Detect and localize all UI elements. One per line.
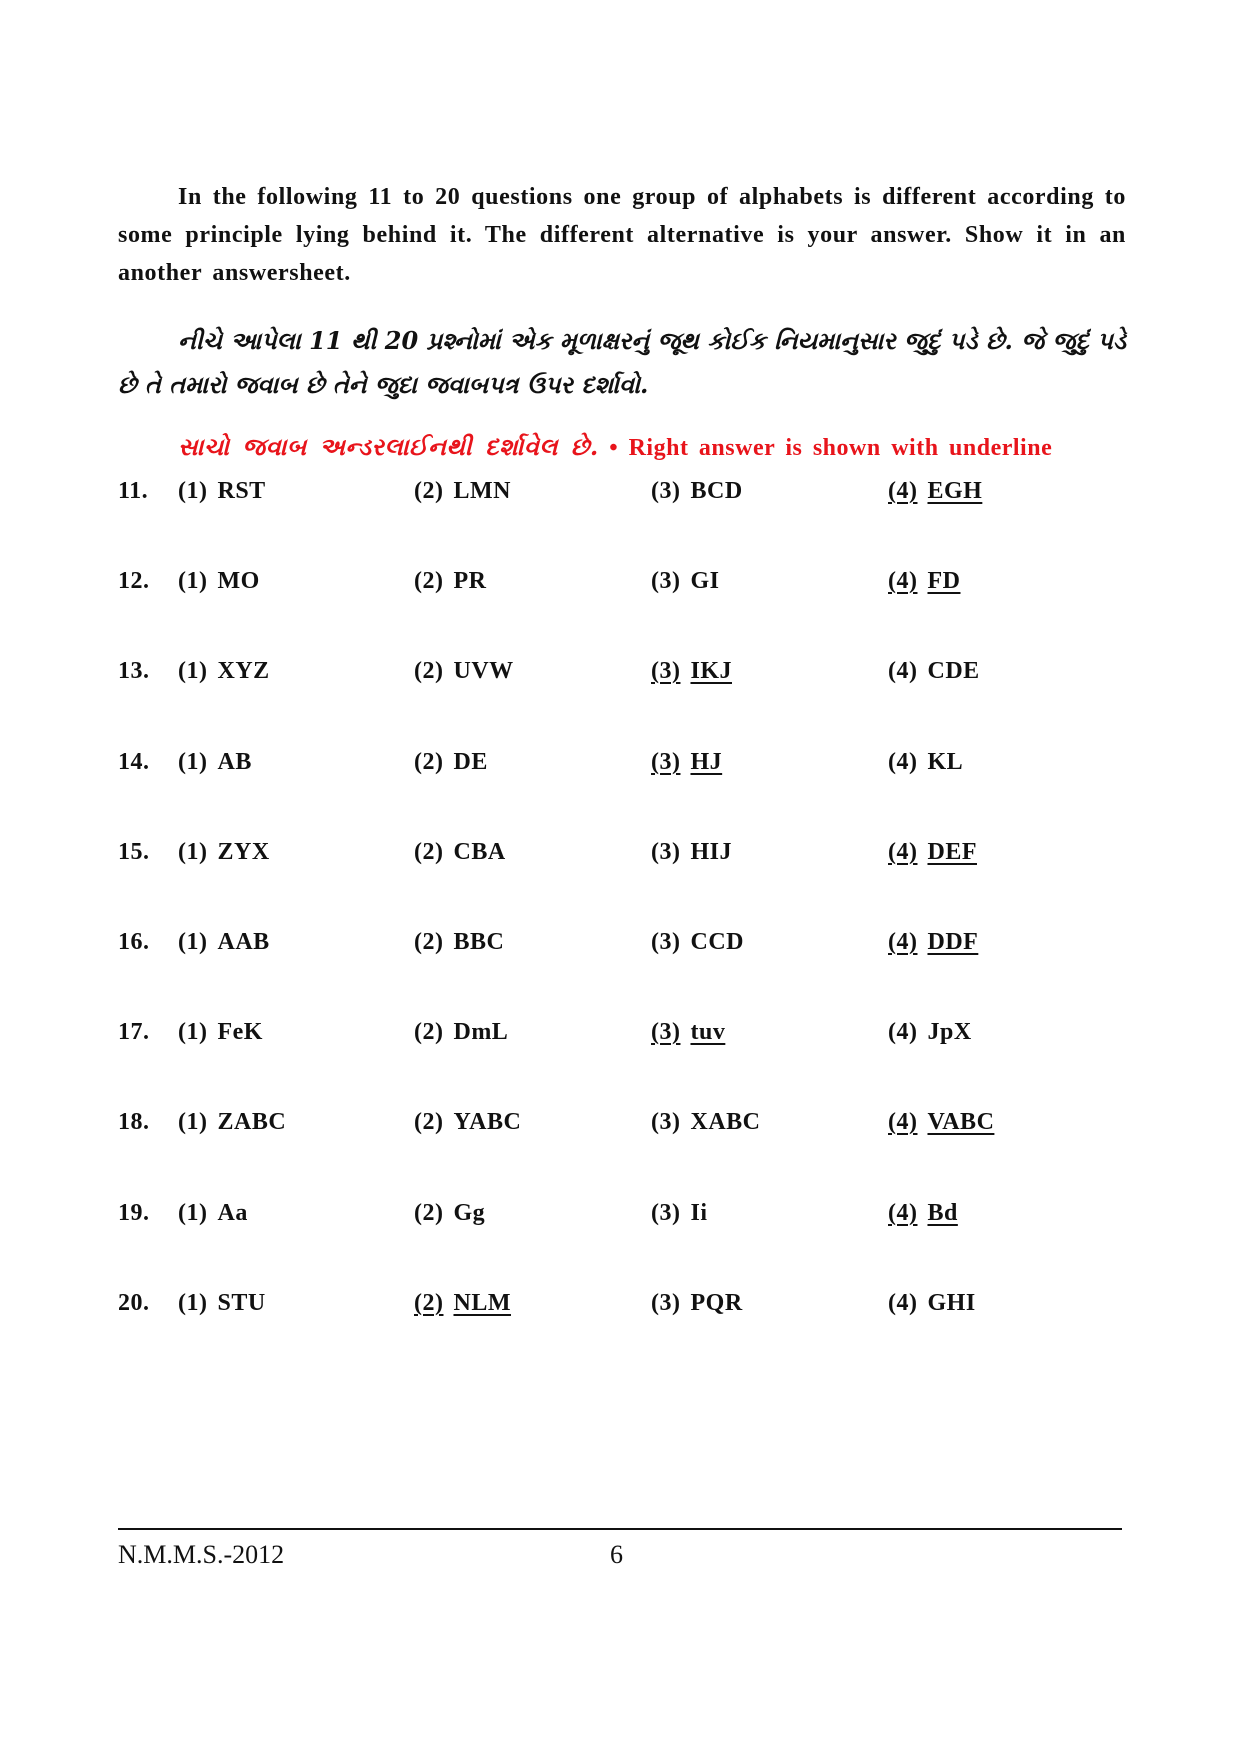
option: [651, 568, 720, 595]
question-row: [118, 929, 1128, 969]
option-text: MO: [217, 568, 260, 594]
option-label: (2): [414, 1290, 444, 1316]
option-label: (3): [651, 1290, 681, 1316]
option-text: Bd: [927, 1200, 958, 1226]
option: [888, 1019, 972, 1046]
option-label: (3): [651, 1109, 681, 1135]
option: [178, 1019, 263, 1046]
question-number: 18.: [118, 1109, 150, 1135]
option-text: EGH: [927, 478, 983, 504]
option: [414, 1019, 508, 1046]
option-label: (1): [178, 1290, 208, 1316]
option-text: CCD: [690, 929, 744, 955]
option: [651, 929, 744, 956]
answer-note-english: Right answer is shown with underline: [628, 435, 1053, 461]
option-text: KL: [927, 749, 964, 775]
instructions-gujarati: નીચે આપેલા 11 થી 20 પ્રશ્નોમાં એક મૂળાક્ષરનું જૂથ કોઈક નિયમાનુસાર જુદું પડે છે. જે જુદું પડે છે તે તમારો જવાબ છે તેને જુદા જવાબપત્ર ઉપર દર્શાવો.: [118, 326, 1126, 399]
question-number: 15.: [118, 839, 150, 865]
option: [414, 568, 486, 595]
option-correct: [888, 568, 960, 595]
question-row: [118, 1200, 1128, 1240]
option: [414, 929, 504, 956]
option: [178, 658, 270, 685]
option: [414, 839, 506, 866]
option: [178, 839, 270, 866]
option: [414, 478, 511, 505]
option-label: (2): [414, 1200, 444, 1226]
option-label: (3): [651, 568, 681, 594]
option-label: (4): [888, 1109, 918, 1135]
question-number: 17.: [118, 1019, 150, 1045]
option-label: (4): [888, 1019, 918, 1045]
option-text: Aa: [217, 1200, 248, 1226]
option: [178, 1109, 286, 1136]
option-correct: [888, 1200, 958, 1227]
question-number: 16.: [118, 929, 150, 955]
option-text: XABC: [690, 1109, 761, 1135]
option: [651, 1200, 708, 1227]
option: [178, 568, 260, 595]
option-text: RST: [217, 478, 266, 504]
option-label: (1): [178, 929, 208, 955]
answer-note-bullet: •: [609, 435, 619, 461]
option-text: LMN: [453, 478, 511, 504]
option-label: (1): [178, 1109, 208, 1135]
option-text: DE: [453, 749, 488, 775]
question-row: [118, 568, 1128, 608]
option-label: (2): [414, 749, 444, 775]
answer-note-gujarati: સાચો જવાબ અન્ડરલાઈનથી દર્શાવેલ છે.: [178, 432, 599, 461]
option-correct: [651, 658, 732, 685]
footer-exam-name: N.M.M.S.-2012: [118, 1540, 285, 1569]
option-label: (2): [414, 658, 444, 684]
option-correct: [414, 1290, 511, 1317]
option-label: (4): [888, 478, 918, 504]
option-label: (4): [888, 929, 918, 955]
option-label: (4): [888, 658, 918, 684]
question-number: 11.: [118, 478, 149, 504]
option: [414, 749, 488, 776]
option-text: Gg: [453, 1200, 486, 1226]
option-text: CDE: [927, 658, 980, 684]
option: [651, 1109, 761, 1136]
question-number: 14.: [118, 749, 150, 775]
option-label: (3): [651, 929, 681, 955]
option: [178, 1290, 266, 1317]
option-label: (3): [651, 839, 681, 865]
option-label: (1): [178, 749, 208, 775]
option-text: FD: [927, 568, 961, 594]
option: [888, 749, 963, 776]
question-row: [118, 1109, 1128, 1149]
option-label: (2): [414, 1019, 444, 1045]
option-label: (1): [178, 658, 208, 684]
option-text: JpX: [927, 1019, 972, 1045]
option-text: HIJ: [690, 839, 732, 865]
option-text: UVW: [453, 658, 514, 684]
option-text: AB: [217, 749, 252, 775]
option-text: GHI: [927, 1290, 976, 1316]
option-label: (4): [888, 839, 918, 865]
option: [178, 749, 252, 776]
option-label: (4): [888, 1290, 918, 1316]
option-label: (2): [414, 478, 444, 504]
option-text: NLM: [453, 1290, 511, 1316]
option-text: ZYX: [217, 839, 270, 865]
option-correct: [888, 478, 982, 505]
option-text: GI: [690, 568, 720, 594]
option: [414, 658, 514, 685]
option-label: (3): [651, 1200, 681, 1226]
option-text: tuv: [690, 1019, 726, 1045]
option-correct: [651, 749, 722, 776]
option-text: DEF: [927, 839, 977, 865]
footer-divider: [118, 1528, 1122, 1530]
option: [414, 1109, 521, 1136]
instructions-english: In the following 11 to 20 questions one group of alphabets is different according to some principle lying behind it. The different alternative is your answer. Show it in an another answersheet.: [118, 184, 1126, 286]
question-number: 13.: [118, 658, 150, 684]
option-text: DDF: [927, 929, 979, 955]
option-label: (1): [178, 1200, 208, 1226]
option-text: PQR: [690, 1290, 743, 1316]
option-label: (3): [651, 749, 681, 775]
option: [651, 839, 732, 866]
option: [651, 478, 743, 505]
option-correct: [651, 1019, 725, 1046]
question-number: 19.: [118, 1200, 150, 1226]
option-text: VABC: [927, 1109, 995, 1135]
option-correct: [888, 1109, 994, 1136]
option: [414, 1200, 485, 1227]
question-number: 20.: [118, 1290, 150, 1316]
option-label: (2): [414, 1109, 444, 1135]
option-text: DmL: [453, 1019, 509, 1045]
option-label: (1): [178, 839, 208, 865]
option: [178, 478, 266, 505]
question-row: [118, 749, 1128, 789]
option-text: AAB: [217, 929, 270, 955]
option-label: (4): [888, 1200, 918, 1226]
option-text: ZABC: [217, 1109, 287, 1135]
option-label: (3): [651, 658, 681, 684]
option-label: (3): [651, 1019, 681, 1045]
option-label: (1): [178, 568, 208, 594]
option: [651, 1290, 743, 1317]
option-text: STU: [217, 1290, 266, 1316]
option-text: IKJ: [690, 658, 732, 684]
option-text: BCD: [690, 478, 743, 504]
option: [888, 1290, 976, 1317]
question-row: [118, 658, 1128, 698]
option: [178, 929, 270, 956]
option-label: (2): [414, 839, 444, 865]
option-text: PR: [453, 568, 487, 594]
option-correct: [888, 929, 978, 956]
option-label: (4): [888, 749, 918, 775]
question-row: [118, 839, 1128, 879]
option-text: BBC: [453, 929, 505, 955]
option-label: (1): [178, 1019, 208, 1045]
option: [178, 1200, 248, 1227]
option-label: (2): [414, 568, 444, 594]
question-number: 12.: [118, 568, 150, 594]
option-text: FeK: [217, 1019, 263, 1045]
question-row: [118, 478, 1128, 518]
option-text: XYZ: [217, 658, 270, 684]
question-row: [118, 1290, 1128, 1330]
option-text: HJ: [690, 749, 723, 775]
option-correct: [888, 839, 977, 866]
answer-note: [178, 432, 1052, 462]
option-text: YABC: [453, 1109, 522, 1135]
option-label: (2): [414, 929, 444, 955]
footer-page-number: 6: [610, 1540, 623, 1569]
option-text: CBA: [453, 839, 506, 865]
option: [888, 658, 980, 685]
option-label: (1): [178, 478, 208, 504]
option-label: (3): [651, 478, 681, 504]
option-text: Ii: [690, 1200, 708, 1226]
question-row: [118, 1019, 1128, 1059]
option-label: (4): [888, 568, 918, 594]
